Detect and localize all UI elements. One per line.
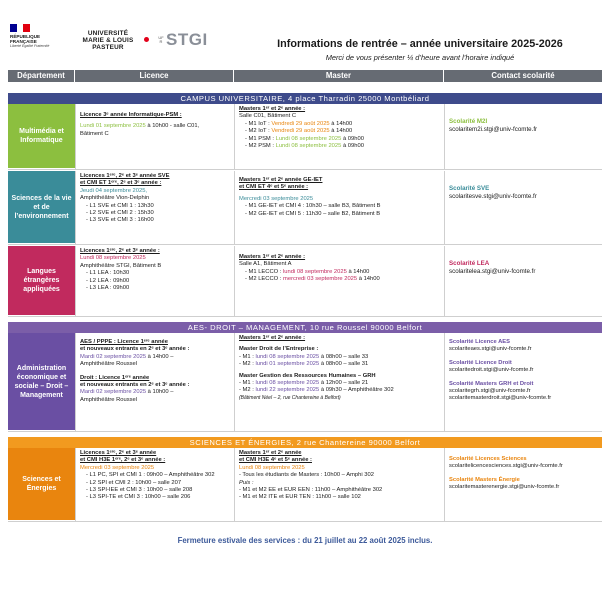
contact-licences-sciences-email[interactable]: scolaritelicencesciences.stgi@univ-fcomte.fr [449,463,563,470]
licence-sciences [75,448,234,521]
contact-masters-energie-email[interactable]: scolaritemasterenergie.stgi@univ-fcomte.fr [449,484,560,491]
master-mmi-line1: - M1 IoT : Vendredi 29 août 2025 à 14h00 [245,120,353,127]
master-mmi [234,104,444,169]
licence-lea-title: Licences 1ᵉʳᵉ, 2ᵉ et 3ᵉ année : [80,248,160,254]
master-energies-title2: et CMI H3E 4ᵉ et 5ᵉ année : [239,457,312,464]
dept-aes-droit: Administration économique et sociale – Droit – Management [8,333,75,431]
ump-line3: PASTEUR [92,44,124,51]
contact-sve-email[interactable]: scolaritesve.stgi@univ-fcomte.fr [449,193,537,200]
licence-sve-title1: Licences 1ᵉʳᵉ, 2ᵉ et 3ᵉ année SVE [80,173,170,179]
master-sve-title2: et CMI ET 4ᵉ et 5ᵉ année : [239,184,309,191]
contact-lea-title: Scolarité LEA [449,260,490,267]
master-droit-title: Master Droit de l’Entreprise : [239,346,319,353]
contact-masterdroit-email[interactable]: scolaritemasterdroit.stgi@univ-fcomte.fr [449,395,552,402]
licence-lea-date: Lundi 08 septembre 2025 [80,255,146,262]
licence-mmi-building: Bâtiment C [80,130,109,137]
licence-droit-title1: Droit : Licence 1ᵉʳᵉ année [80,374,150,381]
contact-aes-email[interactable]: scolariteaes.stgi@univ-fcomte.fr [449,346,532,353]
licence-droit-place: Amphithéâtre Roussel [80,396,138,403]
licence-sciences-title2: et CMI H3E 1ᵉʳᵉ, 2ᵉ et 3ᵉ année : [80,457,166,464]
dept-lea: Langues étrangères appliquées [8,246,75,316]
contact-droit-title: Scolarité Licence Droit [449,359,512,366]
contact-mmi-title: Scolarité M2I [449,118,488,125]
contact-aes-title: Scolarité Licence AES [449,339,511,345]
master-lea-line1: - M1 LECCO : lundi 08 septembre 2025 à 14h00 [245,268,370,275]
master-sve [234,171,444,244]
licence-sciences-line3: - L3 SPI-IEE et CMI 3 : 10h00 – salle 208 [86,487,193,494]
licence-sve-line1: - L1 SVE et CMI 1 : 13h30 [86,202,154,209]
master-grh-line2: - M2 : lundi 22 septembre 2025 à 09h30 – Amphithéâtre 302 [239,387,394,394]
master-mmi-title: Masters 1ᵉʳ et 2ᵉ année : [239,106,306,112]
col-departement: Département [8,70,75,82]
french-flag-icon [10,24,30,32]
licence-aes-title1: AES / PPPE : Licence 1ᵉʳᵉ année [80,339,168,345]
republique-francaise-logo [10,24,62,48]
campus-banner-aes-droit: AES- DROIT – MANAGEMENT, 10 rue Roussel 90000 Belfort [8,322,602,333]
licence-sciences-line4: - L3 SPI-TE et CMI 3 : 10h00 – salle 206 [86,494,191,501]
rf-line1: RÉPUBLIQUE [10,34,41,39]
master-droit-line1: - M1 : lundi 08 septembre 2025 à 08h00 – salle 33 [239,353,369,360]
dept-sve: Sciences de la vie et de l’environnement [8,171,75,244]
col-master: Master [234,70,444,82]
master-energies-date: Lundi 08 septembre 2025 [239,464,305,471]
dept-sciences-energies: Sciences et Énergies [8,448,75,521]
master-sve-line2: - M2 GE-IET et CMI 5 : 11h30 – salle B2, Bâtiment B [245,210,381,217]
row-aes-droit-management [8,333,602,432]
contact-mmi-email[interactable]: scolaritem2i.stgi@univ-fcomte.fr [449,126,538,133]
licence-mmi-date: Lundi 01 septembre 2025 à 10h00 - salle C01, [80,123,200,130]
row-sve [8,171,602,245]
stgi-ufr-prefix: UFR [158,34,164,44]
licence-aes-date: Mardi 02 septembre 2025 à 14h00 – [80,353,174,360]
page-subtitle: Merci de vous présenter ¼ d’heure avant l’horaire indiqué [325,53,515,62]
contact-lea-email[interactable]: scolaritelea.stgi@univ-fcomte.fr [449,268,536,275]
ump-line2: MARIE & LOUIS [82,37,134,44]
licence-aes-title2: et nouveaux entrants en 2ᵉ et 3ᵉ année : [80,346,190,353]
contact-droit-email[interactable]: scolaritedroit.stgi@univ-fcomte.fr [449,367,534,374]
licence-aes-place: Amphithéâtre Roussel [80,361,138,368]
licence-lea-line3: - L3 LEA : 09h00 [86,285,130,292]
contact-masters-energie-title: Scolarité Masters Énergie [449,476,520,483]
contact-sve-title: Scolarité SVE [449,185,490,192]
master-mmi-place: Salle C01, Bâtiment C [239,113,297,120]
licence-mmi-title: Licence 3ᵉ année Informatique-PSM : [80,112,182,118]
licence-lea-line1: - L1 LEA : 10h30 [86,270,130,277]
master-lea-line2: - M2 LECCO : mercredi 03 septembre 2025 à 14h00 [245,276,380,283]
licence-mmi [75,104,234,169]
ump-line1: UNIVERSITÉ [87,30,129,37]
master-aes-droit [234,333,444,431]
licence-sve-date: Jeudi 04 septembre 2025, [80,187,148,194]
contact-licences-sciences-title: Scolarité Licences Sciences [449,456,527,462]
row-sciences-energies [8,448,602,522]
master-energies-title1: Masters 1ᵉʳ et 2ᵉ année [239,450,302,456]
licence-sciences-line2: - L2 SPI et CMI 2 : 10h00 – salle 207 [86,479,182,486]
stgi-logo [158,30,208,50]
campus-banner-universitaire: CAMPUS UNIVERSITAIRE, 4 place Tharradin 25000 Montbéliard [8,93,602,104]
page-title: Informations de rentrée – année universitaire 2025-2026 [277,38,563,50]
licence-sciences-line1: - L1 PC, SPI et CMI 1 : 09h00 – Amphithéâtre 302 [86,472,215,479]
licence-sve [75,171,234,244]
contact-mmi [444,104,602,169]
red-dot-icon [144,37,149,42]
campus-banner-sciences-energies: SCIENCES ET ÉNERGIES, 2 rue Chantereine 90000 Belfort [8,437,602,448]
licence-droit-title2: et nouveaux entrants en 2ᵉ et 3ᵉ année : [80,382,190,389]
master-aes-title: Masters 1ᵉʳ et 2ᵉ année : [239,335,306,341]
master-grh-title: Master Gestion des Ressources Humaines – GRH [239,372,376,379]
rf-motto: Liberté Égalité Fraternité [10,44,50,49]
master-energies [234,448,444,521]
master-sve-title1: Masters 1ᵉʳ et 2ᵉ année GE-IET [239,177,323,183]
contact-lea [444,246,602,316]
licence-sciences-date: Mercredi 03 septembre 2025 [80,464,155,471]
footer-closure-notice: Fermeture estivale des services : du 21 juillet au 22 août 2025 inclus. [177,536,433,545]
master-energies-puis: Puis : [239,479,254,486]
licence-sciences-title1: Licences 1ᵉʳᵉ, 2ᵉ et 3ᵉ année [80,450,157,456]
licence-lea [75,246,234,316]
master-energies-line2: - M1 et M2 EE et EUR EEN : 11h00 – Amphithéâtre 302 [239,487,383,494]
university-logo [70,30,146,51]
master-mmi-line3: - M1 PSM : Lundi 08 septembre 2025 à 09h00 [245,135,364,142]
master-mmi-line4: - M2 PSM : Lundi 08 septembre 2025 à 09h00 [245,143,364,150]
contact-grh-email[interactable]: scolaritegrh.stgi@univ-fcomte.fr [449,388,531,395]
stgi-name: STGI [166,30,208,49]
master-lea-place: Salle A1, Bâtiment A [239,261,292,268]
master-mmi-line2: - M2 IoT : Vendredi 29 août 2025 à 14h00 [245,128,353,135]
col-licence: Licence [75,70,234,82]
master-energies-line1: - Tous les étudiants de Masters : 10h00 – Amphi 302 [239,472,374,479]
master-droit-line2: - M2 : lundi 01 septembre 2025 à 08h00 – salle 31 [239,361,369,368]
licence-aes-droit [75,333,234,431]
licence-sve-line3: - L3 SVE et CMI 3 : 16h00 [86,217,154,224]
column-headers [8,70,602,82]
master-energies-line3: - M1 et M2 ITE et EUR TEN : 11h00 – salle 102 [239,494,361,501]
licence-sve-place: Amphithéâtre Vion-Delphin [80,195,150,202]
row-lea [8,246,602,317]
master-sve-line1: - M1 GE-IET et CMI 4 : 10h30 – salle B3, Bâtiment B [245,203,381,210]
contact-masters-grh-droit-title: Scolarité Masters GRH et Droit [449,380,534,387]
licence-sve-line2: - L2 SVE et CMI 2 : 15h30 [86,210,154,217]
col-contact: Contact scolarité [491,71,555,80]
rf-line2: FRANÇAISE [10,39,37,45]
licence-lea-place: Amphithéâtre STGI, Bâtiment B [80,262,162,269]
contact-sciences-energies [444,448,602,521]
master-lea [234,246,444,316]
licence-droit-date: Mardi 02 septembre 2025 à 10h00 – [80,389,174,396]
master-grh-note: (Bâtiment Néel – 2, rue Chantereine à Belfort) [239,394,341,401]
row-mmi [8,104,602,170]
master-grh-line1: - M1 : lundi 08 septembre 2025 à 12h00 – salle 21 [239,380,369,387]
page-header [0,0,610,72]
licence-lea-line2: - L2 LEA : 09h00 [86,277,130,284]
master-lea-title: Masters 1ᵉʳ et 2ᵉ année : [239,254,306,260]
contact-sve [444,171,602,244]
contact-aes-droit [444,333,602,431]
master-sve-date: Mercredi 03 septembre 2025 [239,195,314,202]
dept-mmi: Multimédia et Informatique [8,104,75,169]
licence-sve-title2: et CMI ET 1ᵉʳᵉ, 2ᵉ et 3ᵉ année : [80,180,162,187]
